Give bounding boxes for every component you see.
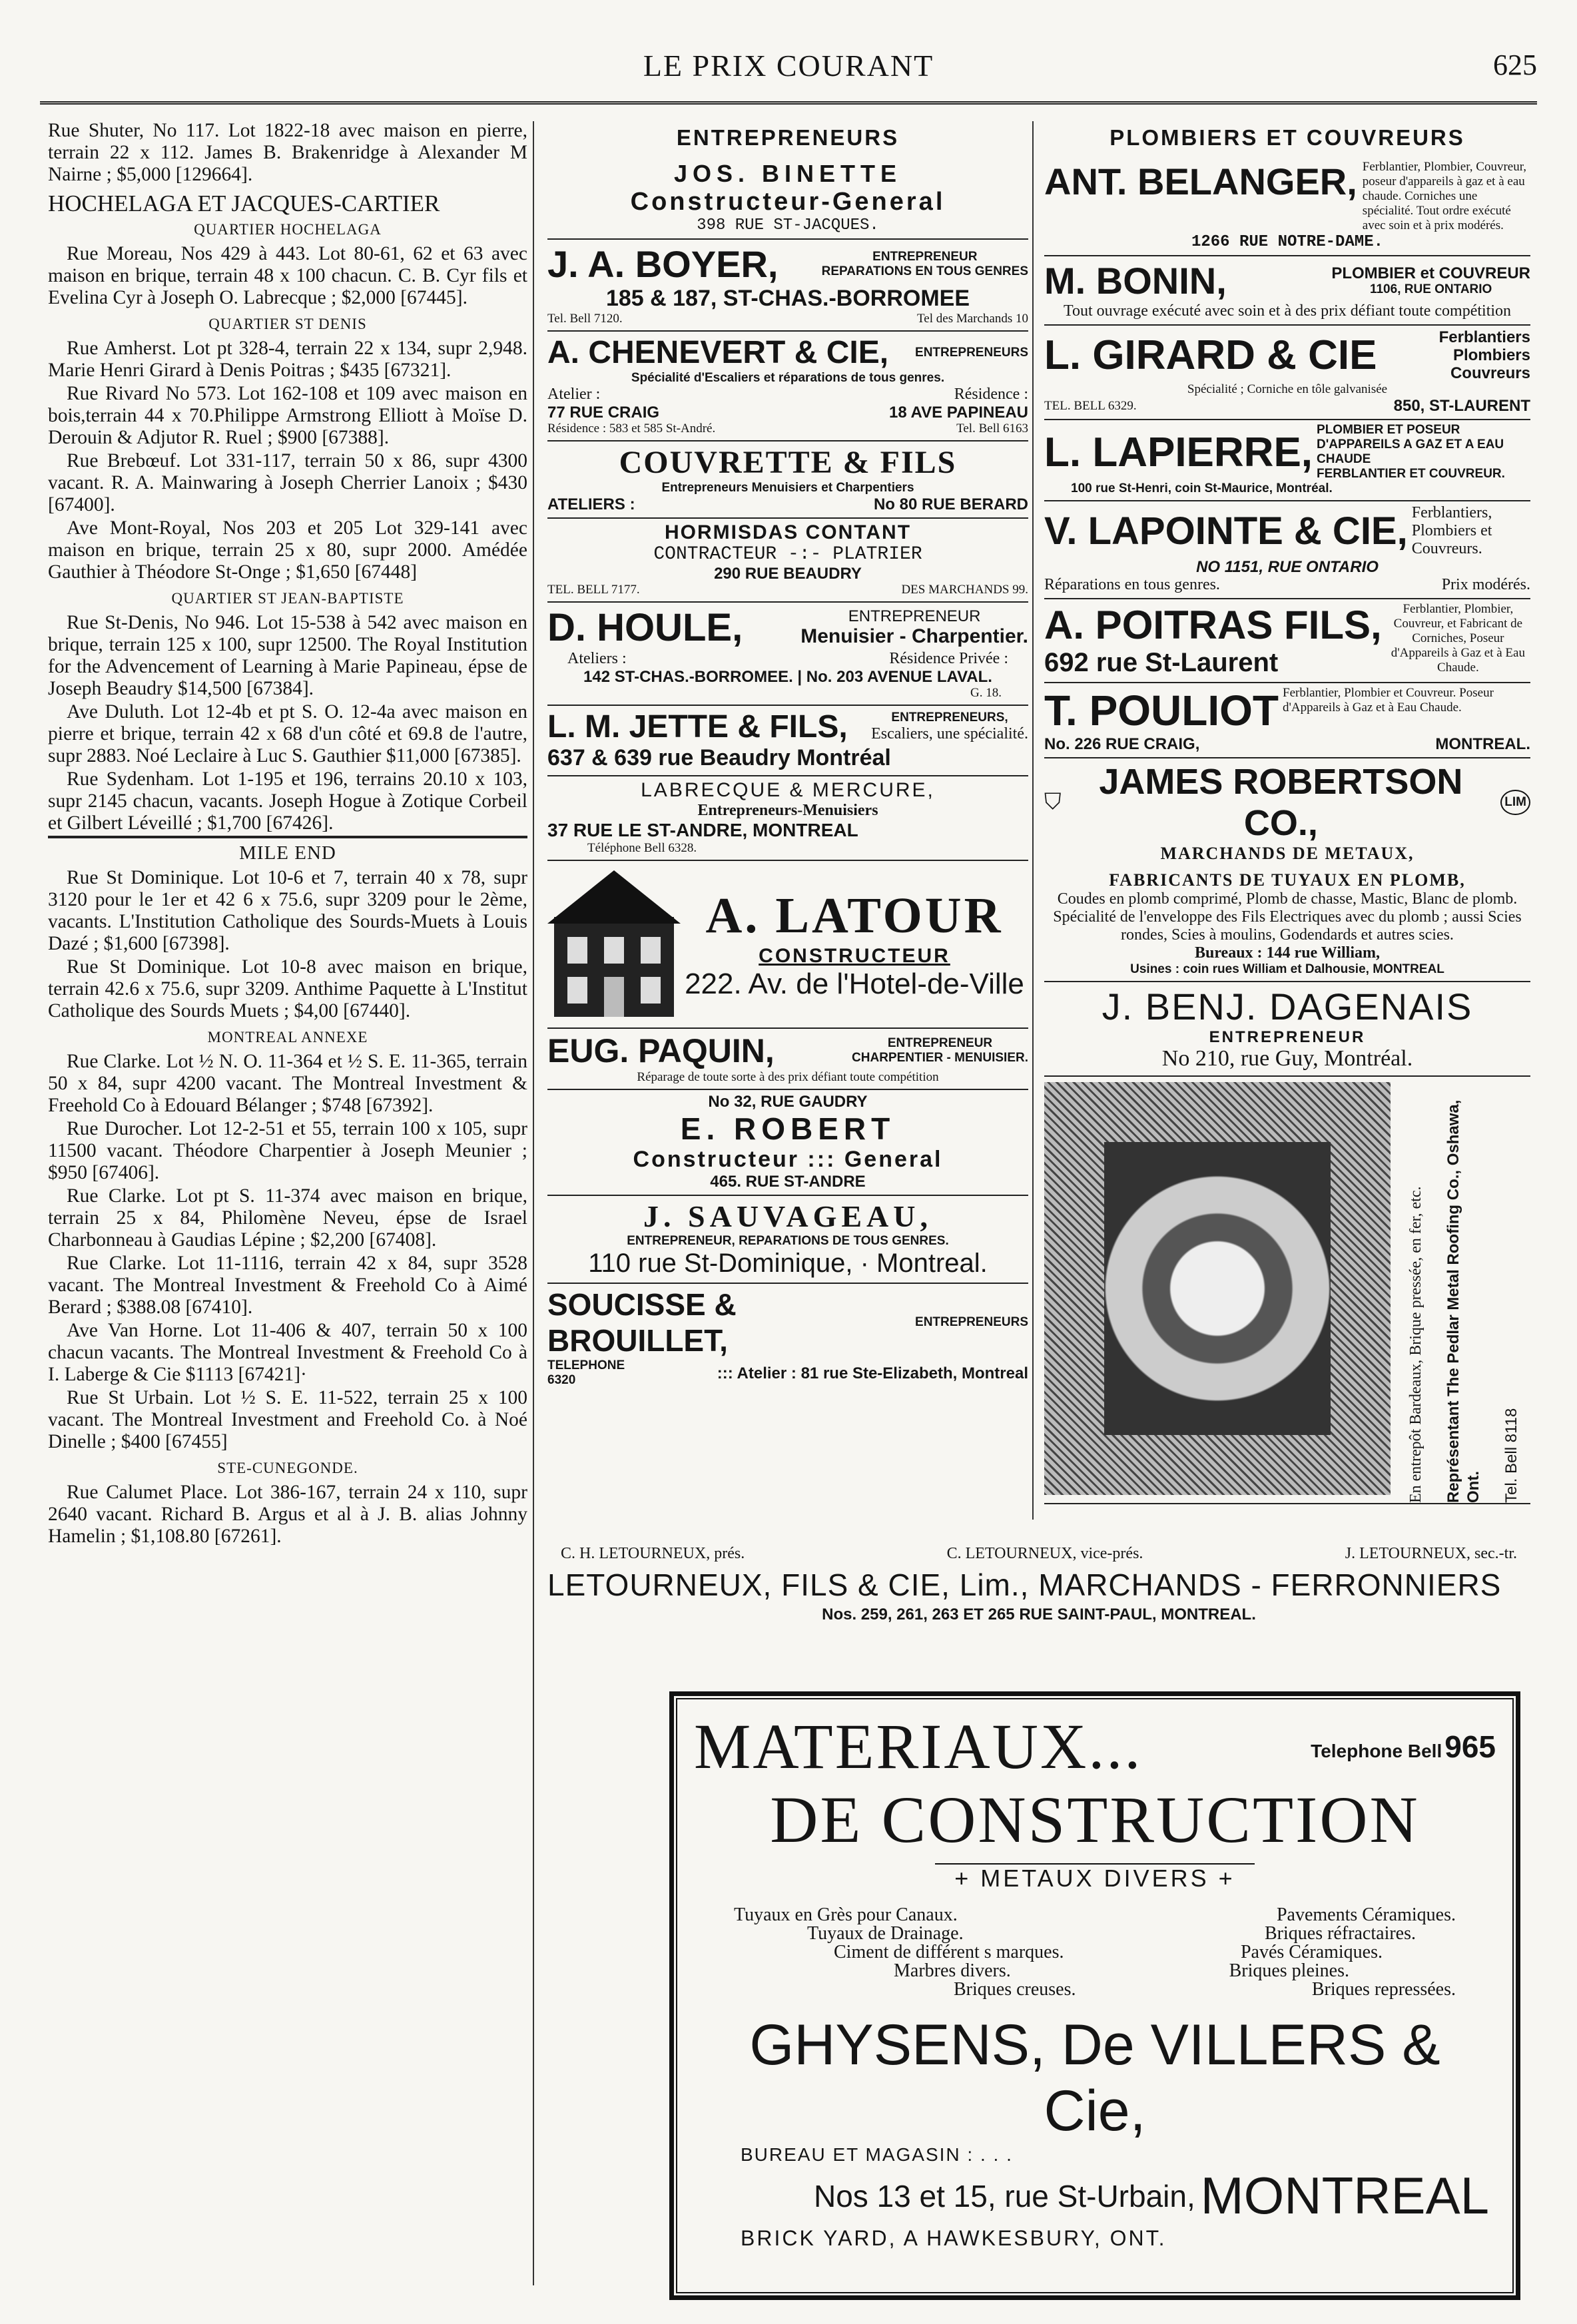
paragraph: Rue Moreau, Nos 429 à 443. Lot 80-61, 62 et 63 avec maison en brique, terrain 48 x 100 chacun. C. B. Cyr fils et Evelina Cyr à Joseph O. Labrecque ; $2,000 [67445].: [48, 243, 527, 308]
officer: C. H. LETOURNEUX, prés.: [561, 1545, 745, 1562]
advertiser-address: 142 ST-CHAS.-BORROMEE. | No. 203 AVENUE LAVAL.: [583, 668, 992, 686]
advertiser-tag: Couvreurs: [1450, 364, 1530, 382]
column-heading: PLOMBIERS ET COUVREURS: [1109, 125, 1465, 150]
section-heading: MILE END: [239, 842, 336, 864]
advertiser-description: Tout ouvrage exécuté avec soin et à des prix défiant toute compétition: [1063, 302, 1512, 320]
phone: DES MARCHANDS 99.: [901, 583, 1028, 597]
product: Pavés Céramiques.: [1240, 1942, 1383, 1962]
advertiser-address: Nos 13 et 15, rue St-Urbain,: [814, 2178, 1195, 2213]
advertiser-tag: ENTREPRENEUR: [887, 1036, 993, 1050]
ad-pouliot: [1044, 683, 1530, 758]
advertiser-tag: ENTREPRENEUR: [1209, 1028, 1366, 1046]
advertiser-address: NO 1151, RUE ONTARIO: [1196, 558, 1379, 576]
advertiser-title: CONTRACTEUR -:- PLATRIER: [653, 544, 922, 565]
left-column: [48, 120, 527, 2277]
section-rule: [48, 836, 527, 838]
ad-contant: [547, 519, 1028, 603]
advertiser-address: 1106, RUE ONTARIO: [1369, 282, 1492, 296]
phone: G. 18.: [970, 686, 1002, 700]
ad-houle: [547, 603, 1028, 706]
ad-poitras: [1044, 599, 1530, 683]
ad-lapointe: [1044, 501, 1530, 599]
paragraph: Ave Mont-Royal, Nos 203 et 205 Lot 329-141 avec maison en brique, terrain 25 x 80, supr 2000. Amédée Gauthier à Théodore St-Onge ; $1,650 [67448]: [48, 517, 527, 583]
product: Ciment de différent s marques.: [834, 1942, 1064, 1962]
ad-latour: [547, 861, 1028, 1029]
phone-label: TELEPHONE: [547, 1358, 625, 1372]
product: Briques réfractaires.: [1265, 1923, 1416, 1944]
advertiser-address: ::: Atelier : 81 rue Ste-Elizabeth, Montreal: [717, 1364, 1028, 1382]
address: 77 RUE CRAIG: [547, 404, 660, 422]
product: Briques creuses.: [954, 1979, 1076, 2000]
advertiser-title: Entrepreneurs Menuisiers et Charpentiers: [661, 481, 914, 495]
advertiser-title: CHARPENTIER - MENUISIER.: [852, 1051, 1028, 1065]
paragraph: Rue St Urbain. Lot ½ S. E. 11-522, terrain 25 x 100 vacant. The Montreal Investment and Freehold Co. à Noé Dinelle ; $400 [67455]: [48, 1387, 527, 1452]
advertiser-name: HORMISDAS CONTANT: [664, 521, 912, 543]
advertiser-name: J. A. BOYER,: [547, 243, 779, 285]
phone-label: Telephone Bell: [1311, 1740, 1442, 1761]
advertiser-address: No 32, RUE GAUDRY: [708, 1093, 868, 1111]
officer: J. LETOURNEUX, sec.-tr.: [1345, 1545, 1517, 1562]
advertiser-tag: ENTREPRENEUR: [872, 249, 978, 264]
page-header: [0, 35, 1577, 108]
section-heading: HOCHELAGA ET JACQUES-CARTIER: [48, 190, 440, 216]
advertiser-name: E. ROBERT: [680, 1111, 896, 1146]
advertiser-address: No 210, rue Guy, Montréal.: [1161, 1046, 1413, 1071]
advertiser-address: No. 226 RUE CRAIG,: [1044, 735, 1200, 753]
product: Tuyaux de Drainage.: [807, 1923, 964, 1944]
advertiser-city: MONTREAL: [1200, 2166, 1489, 2225]
header-rule: [40, 101, 1537, 105]
advertiser-name: SOUCISSE & BROUILLET,: [547, 1287, 737, 1358]
advertiser-address: 100 rue St-Henri, coin St-Maurice, Montréal.: [1071, 481, 1333, 495]
paragraph: Rue Calumet Place. Lot 386-167, terrain 24 x 110, supr 2640 vacant. Richard B. Argus et al à J. B. alias Johnny Hamelin ; $1,108.80 [67261].: [48, 1482, 527, 1547]
label: ATELIERS :: [547, 495, 635, 513]
product: Tuyaux en Grès pour Canaux.: [734, 1904, 958, 1925]
advertiser-address: 692 rue St-Laurent: [1044, 648, 1279, 677]
paragraph: Rue Clarke. Lot 11-1116, terrain 42 x 84, supr 3528 vacant. The Montreal Investment & Freehold Co à Aimé Berard ; $388.08 [67410].: [48, 1253, 527, 1318]
paragraph: Rue Clarke. Lot ½ N. O. 11-364 et ½ S. E. 11-365, terrain 50 x 84, supr 4200 vacant. The Montreal Investment & Freehold Co à Edouard Bélanger ; $748 [67392].: [48, 1051, 527, 1116]
ad-binette: [547, 157, 1028, 240]
ad-lapierre: [1044, 420, 1530, 501]
paragraph: Rue Durocher. Lot 12-2-51 et 55, terrain 100 x 105, supr 11500 vacant. Théodore Charpentier à Joseph Meunier ; $950 [67406].: [48, 1118, 527, 1183]
advertiser-title: MARCHANDS DE METAUX,: [1160, 844, 1415, 863]
label: Atelier :: [547, 386, 601, 403]
advertiser-specialty: Spécialité d'Escaliers et réparations de tous genres.: [631, 371, 945, 385]
paragraph: Rue St-Denis, No 946. Lot 15-538 à 542 avec maison en brique, terrain 125 x 100, supr 12500. The Royal Institution for the Advencement of Learning à Marie Papineau, épse de Joseph Beaudry $14,500 [67384].: [48, 612, 527, 699]
phone: Tel. Bell 8118: [1502, 1408, 1520, 1503]
phone: Tel. Bell 6163: [956, 422, 1028, 436]
advertiser-address: 290 RUE BEAUDRY: [714, 565, 862, 583]
advertiser-description: Ferblantiers, Plombiers et Couvreurs.: [1411, 504, 1492, 557]
advertiser-title: Constructeur ::: General: [633, 1147, 943, 1172]
advertiser-address: 222. Av. de l'Hotel-de-Ville: [685, 967, 1024, 1000]
advertiser-description: Ferblantier, Plombier et Couvreur. Poseur d'Appareils à Gaz et à Eau Chaude.: [1283, 686, 1494, 715]
advertiser-name: J. SAUVAGEAU,: [643, 1199, 932, 1233]
advertiser-address: Nos. 259, 261, 263 ET 265 RUE SAINT-PAUL, MONTREAL.: [822, 1605, 1256, 1623]
ad-couvrette: [547, 441, 1028, 519]
advertiser-name: A. POITRAS FILS,: [1044, 603, 1382, 647]
ad-robert: [547, 1090, 1028, 1196]
building-illustration-icon: [547, 864, 681, 1023]
advertiser-name: T. POULIOT: [1044, 687, 1279, 734]
phone: Tel. Bell 7120.: [547, 312, 623, 326]
label: Ateliers :: [567, 650, 627, 667]
advertiser-headline: MATERIAUX...: [694, 1711, 1143, 1782]
ad-paquin: [547, 1029, 1028, 1090]
advertiser-specialty: Réparage de toute sorte à des prix défiant toute compétition: [637, 1070, 939, 1084]
advertiser-price: Prix modérés.: [1441, 576, 1530, 593]
advertiser-title: FABRICANTS DE TUYAUX EN PLOMB,: [1109, 870, 1466, 890]
advertiser-logo: LIM: [1500, 790, 1530, 815]
advertiser-name: LETOURNEUX, FILS & CIE, Lim., MARCHANDS - FERRONNIERS: [547, 1568, 1502, 1602]
sub-heading: MONTREAL ANNEXE: [207, 1029, 368, 1045]
advertiser-name: L. GIRARD & CIE: [1044, 332, 1377, 378]
advertiser-address: 185 & 187, ST-CHAS.-BORROMEE: [605, 286, 970, 311]
paragraph: Rue Clarke. Lot pt S. 11-374 avec maison en brique, terrain 25 x 84, Philomène Neveu, épse de Israel Charbonneau à Gaudias Lépine ; $2,200 [67408].: [48, 1185, 527, 1251]
phone: TEL. BELL 7177.: [547, 583, 640, 597]
column-heading: ENTREPRENEURS: [676, 125, 900, 150]
column-divider: [1032, 121, 1034, 1520]
ad-robertson: [1044, 758, 1530, 982]
advertiser-name: L. M. JETTE & FILS,: [547, 709, 848, 744]
advertiser-tag: Plombiers: [1452, 346, 1530, 364]
label: Résidence :: [954, 386, 1028, 403]
advertiser-address: 850, ST-LAURENT: [1393, 397, 1530, 415]
column-divider: [533, 121, 534, 2285]
advertiser-description: Représentant The Pedlar Metal Roofing Co., Oshawa, Ont.: [1444, 1099, 1482, 1503]
paragraph: Ave Van Horne. Lot 11-406 & 407, terrain 50 x 100 chacun vacants. The Montreal Investment & Freehold Co à I. Laberge & Cie $1113 [67421]·: [48, 1320, 527, 1385]
paragraph: Rue Amherst. Lot pt 328-4, terrain 22 x 134, supr 2,948. Marie Henri Girard à Denis Poitras ; $435 [67321].: [48, 338, 527, 381]
label: BUREAU ET MAGASIN : . . .: [741, 2144, 1013, 2165]
advertiser-description: Coudes en plomb comprimé, Plomb de chasse, Mastic, Blanc de plomb. Spécialité de l'enveloppe des Fils Electriques avec du plomb ; aussi Scies rondes, Scies à moulins, Godendards et autres scies.: [1053, 890, 1522, 944]
sub-heading: QUARTIER ST JEAN-BAPTISTE: [171, 590, 404, 607]
product: Briques pleines.: [1229, 1960, 1349, 1981]
address: Résidence : 583 et 585 St-André.: [547, 422, 716, 436]
paragraph: Rue Brebœuf. Lot 331-117, terrain 50 x 86, supr 4300 vacant. R. A. Mainwaring à Joseph Cherrier Lanoix ; $430 [67400].: [48, 450, 527, 515]
page-title: LE PRIX COURANT: [643, 49, 934, 83]
advertiser-tag: Ferblantiers: [1438, 328, 1530, 346]
shield-logo-icon: ⛉: [1044, 790, 1062, 814]
advertiser-address: Usines : coin rues William et Dalhousie, MONTREAL: [1130, 962, 1444, 976]
paragraph: Ave Duluth. Lot 12-4b et pt S. O. 12-4a avec maison en pierre et brique, terrain 42 x 68 d'un côté et 69.8 de l'autre, supr 2883. Noé Leclaire à Luc S. Gauthier $11,000 [67385].: [48, 701, 527, 766]
phone: 965: [1444, 1729, 1496, 1764]
paragraph: Rue St Dominique. Lot 10-6 et 7, terrain 40 x 78, supr 3120 pour le 1er et 42 6 x 75.6, supr 3209 pour le 2ème, vacants. L'Institution Catholique des Sourds-Muets à Louis Dazé ; $1,600 [67398].: [48, 867, 527, 954]
advertiser-tag: ENTREPRENEUR: [848, 607, 981, 625]
product: Marbres divers.: [894, 1960, 1011, 1981]
ad-bonin: [1044, 256, 1530, 326]
advertiser-name: LABRECQUE & MERCURE,: [641, 779, 935, 801]
officer: C. LETOURNEUX, vice-prés.: [946, 1545, 1143, 1562]
advertiser-description: FERBLANTIER ET COUVREUR.: [1317, 467, 1505, 481]
advertiser-tag: ENTREPRENEURS: [915, 1315, 1028, 1329]
sub-heading: QUARTIER ST DENIS: [208, 316, 367, 332]
advertiser-address: 637 & 639 rue Beaudry Montréal: [547, 745, 891, 770]
advertiser-tag: PLOMBIER et COUVREUR: [1331, 264, 1530, 282]
advertiser-tag: REPARATIONS EN TOUS GENRES: [821, 264, 1028, 278]
advertiser-title: Entrepreneurs-Menuisiers: [697, 802, 878, 819]
ad-labrecque: [547, 776, 1028, 861]
advertiser-address: BRICK YARD, A HAWKESBURY, ONT.: [741, 2226, 1167, 2250]
advertiser-address: 465. RUE ST-ANDRE: [710, 1173, 866, 1191]
ad-dagenais: [1044, 982, 1530, 1077]
phone: Téléphone Bell 6328.: [587, 841, 697, 855]
ad-pedlar-metal: [1044, 1077, 1530, 1504]
advertiser-name: JAMES ROBERTSON CO.,: [1099, 762, 1463, 843]
advertiser-city: MONTREAL.: [1435, 735, 1530, 753]
page-number: 625: [1493, 49, 1537, 81]
plombiers-column: [1044, 120, 1530, 1525]
ad-chenevert: [547, 332, 1028, 441]
advertiser-tag: ENTREPRENEURS,: [891, 711, 1008, 725]
advertiser-specialty: ENTREPRENEUR, REPARATIONS DE TOUS GENRES.: [627, 1234, 949, 1248]
ad-girard: [1044, 326, 1530, 420]
address: 18 AVE PAPINEAU: [889, 404, 1028, 422]
advertiser-address: 37 RUE LE ST-ANDRE, MONTREAL: [547, 820, 858, 840]
advertiser-description: En entrepôt Bardeaux, Brique pressée, en fer, etc.: [1407, 1186, 1425, 1503]
advertiser-address: Bureaux : 144 rue William,: [1194, 944, 1380, 962]
advertiser-title: Menuisier - Charpentier.: [800, 625, 1028, 647]
product: Briques repressées.: [1311, 1979, 1456, 2000]
ad-belanger: [1044, 157, 1530, 256]
phone: TEL. BELL 6329.: [1044, 398, 1137, 413]
sub-heading: STE-CUNEGONDE.: [217, 1460, 358, 1476]
paragraph: Rue Sydenham. Lot 1-195 et 196, terrains 20.10 x 103, supr 2145 chacun, vacants. Joseph Hogue à Zotique Corbeil et Gilbert Léveillé ; $1,700 [67426].: [48, 768, 527, 834]
advertiser-specialty: Spécialité ; Corniche en tôle galvanisée: [1187, 382, 1388, 396]
advertiser-address: 398 RUE ST-JACQUES.: [697, 216, 879, 234]
advertiser-description: PLOMBIER ET POSEUR D'APPAREILS A GAZ ET A EAU CHAUDE: [1317, 423, 1504, 466]
advertiser-name: J. BENJ. DAGENAIS: [1102, 986, 1473, 1027]
advertiser-address: 110 rue St-Dominique, · Montreal.: [588, 1249, 988, 1278]
paragraph: Rue St Dominique. Lot 10-8 avec maison en brique, terrain 42.6 x 75.6, supr 3209. Anthime Paquette à L'Institut Catholique des Sourds Muets ; $4,00 [67440].: [48, 956, 527, 1021]
advertiser-name: COUVRETTE & FILS: [619, 445, 957, 480]
advertiser-name: A. LATOUR: [705, 887, 1004, 944]
metal-ceiling-tile-illustration: [1044, 1082, 1391, 1495]
advertiser-description: Ferblantier, Plombier, Couvreur, et Fabricant de Corniches, Poseur d'Appareils à Gaz et à Eau Chaude.: [1391, 602, 1525, 675]
address: No 80 RUE BERARD: [873, 495, 1028, 513]
advertiser-specialty: Réparations en tous genres.: [1044, 576, 1220, 593]
ad-boyer: [547, 240, 1028, 332]
advertiser-name: M. BONIN,: [1044, 260, 1227, 302]
ad-ghysens: [669, 1691, 1520, 2300]
ad-soucisse: [547, 1284, 1028, 1392]
advertiser-title: CONSTRUCTEUR: [759, 944, 950, 967]
advertiser-name: GHYSENS, De VILLERS & Cie,: [749, 2013, 1440, 2143]
phone: Tel des Marchands 10: [917, 312, 1028, 326]
advertiser-name: ANT. BELANGER,: [1044, 160, 1357, 202]
advertiser-name: EUG. PAQUIN,: [547, 1032, 775, 1069]
advertiser-title: Constructeur-General: [630, 188, 946, 216]
advertiser-tag: ENTREPRENEURS: [915, 345, 1028, 360]
advertiser-address: 1266 RUE NOTRE-DAME.: [1191, 233, 1384, 251]
advertiser-name: L. LAPIERRE,: [1044, 429, 1313, 475]
phone: 6320: [547, 1373, 576, 1387]
ad-sauvageau: [547, 1196, 1028, 1284]
advertiser-name: A. CHENEVERT & CIE,: [547, 335, 889, 370]
advertiser-name: D. HOULE,: [547, 606, 743, 649]
label: Résidence Privée :: [889, 650, 1008, 667]
sub-heading: QUARTIER HOCHELAGA: [194, 221, 382, 238]
advertiser-headline: DE CONSTRUCTION: [770, 1783, 1420, 1857]
advertiser-description: Ferblantier, Plombier, Couvreur, poseur d'appareils à gaz et à eau chaude. Corniches une spécialité. Tout ordre exécuté avec soin et à prix modérés.: [1362, 160, 1527, 232]
advertiser-name: V. LAPOINTE & CIE,: [1044, 509, 1408, 553]
paragraph: Rue Shuter, No 117. Lot 1822-18 avec maison en pierre, terrain 22 x 112. James B. Brakenridge à Alexander M Nairne ; $5,000 [129664].: [48, 120, 527, 185]
advertiser-name: JOS. BINETTE: [673, 160, 902, 187]
entrepreneurs-column: [547, 120, 1028, 1525]
advertiser-subheadline: + METAUX DIVERS +: [935, 1863, 1255, 1892]
ad-letourneux: [547, 1545, 1530, 1623]
ad-jette: [547, 706, 1028, 776]
advertiser-specialty: Escaliers, une spécialité.: [871, 725, 1028, 742]
product: Pavements Céramiques.: [1276, 1904, 1456, 1925]
paragraph: Rue Rivard No 573. Lot 162-108 et 109 avec maison en bois,terrain 44 x 70.Philippe Armstrong Elliott à Moïse D. Derouin & Adjutor R. Ruel ; $900 [67388].: [48, 383, 527, 448]
